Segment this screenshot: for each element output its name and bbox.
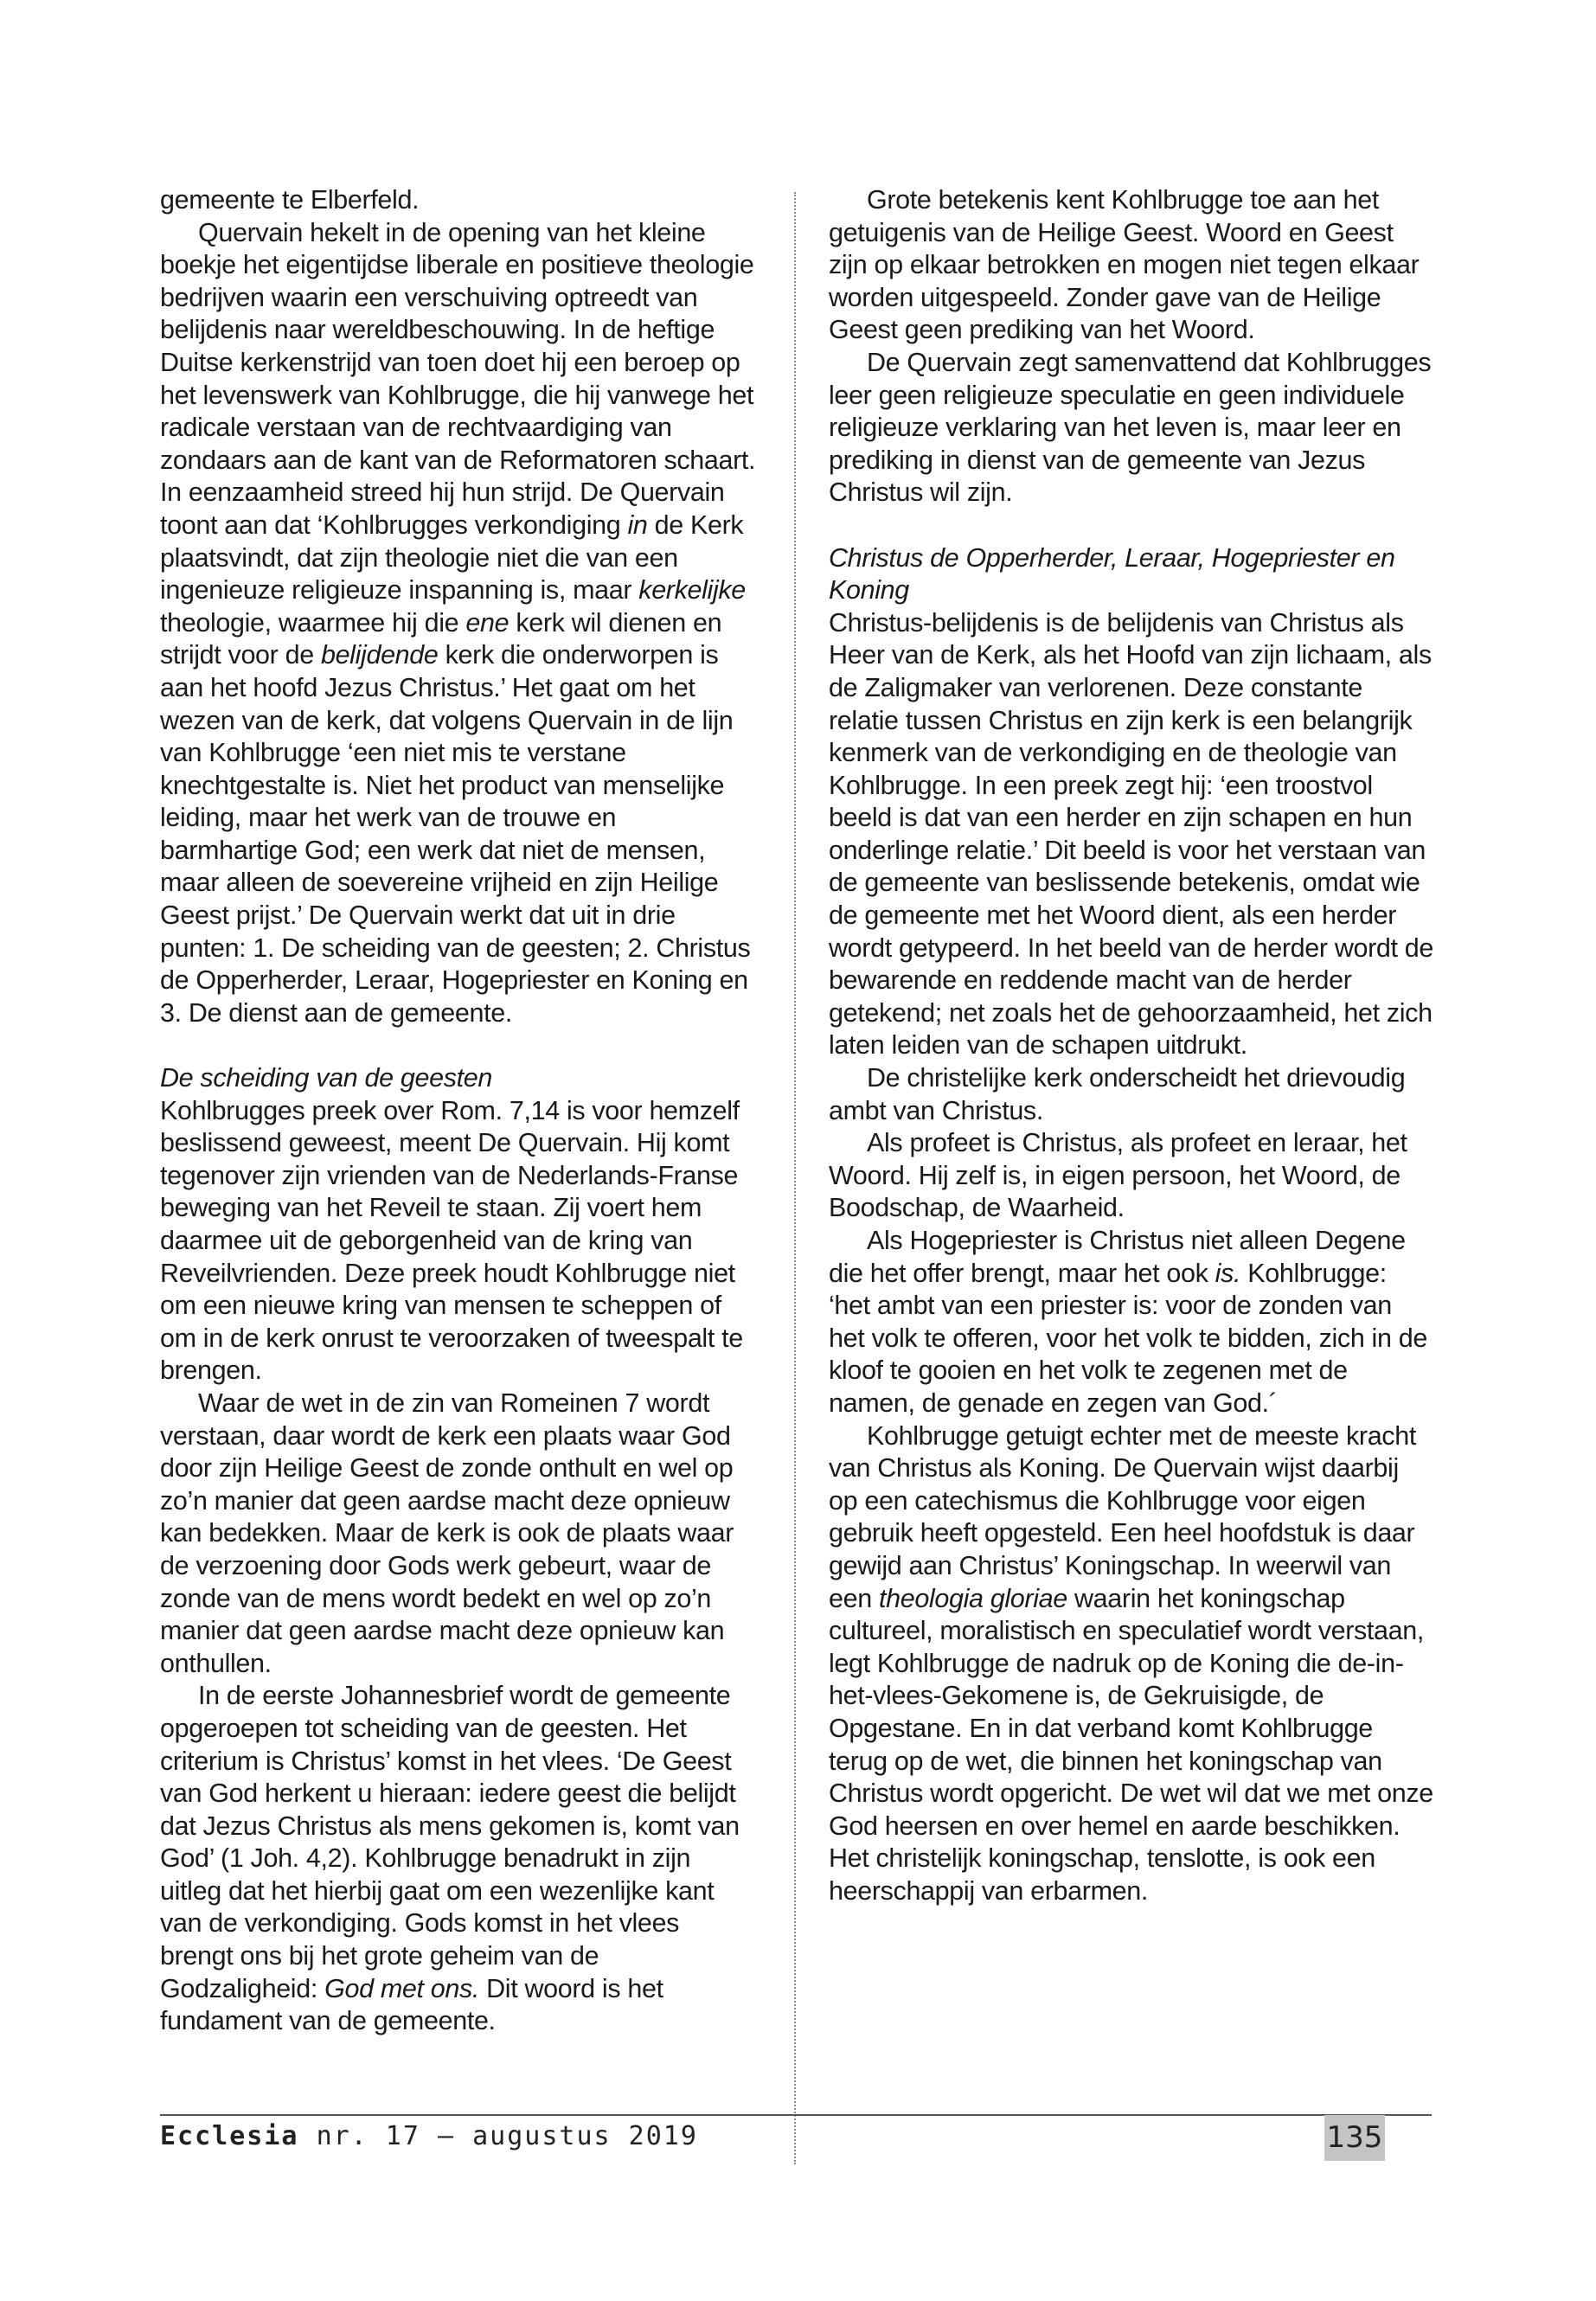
paragraph: In de eerste Johannesbrief wordt de gemeente opgeroepen tot scheiding van de geesten. Het criterium is Christus’ komst in het vlees. ‘De Geest van God herkent u hieraan: iedere geest die belijdt dat Jezus Christus als mens gekomen is, komt van God’ (1 Joh. 4,2). Kohlbrugge benadrukt in zijn uitleg dat het hierbij gaat om een wezenlijke kant van de verkondiging. Gods komst in het vlees brengt ons bij het grote geheim van de Godzaligheid: God met ons. Dit woord is het fundament van de gemeente.	[160, 1681, 740, 2036]
paragraph: De christelijke kerk onderscheidt het drievoudig ambt van Christus.	[829, 1063, 1406, 1125]
left-column	[160, 184, 757, 2038]
paragraph: Kohlbrugge getuigt echter met de meeste kracht van Christus als Koning. De Quervain wijst daarbij op een catechismus die Kohlbrugge voor eigen gebruik heeft opgesteld. Een heel hoofdstuk is daar gewijd aan Christus’ Koningschap. In weerwil van een theologia gloriae waarin het koningschap cultureel, moralistisch en speculatief wordt verstaan, legt Kohlbrugge de nadruk op de Koning die de-in-het-vlees-Gekomene is, de Gekruisigde, de Opgestane. En in dat verband komt Kohlbrugge terug op de wet, die binnen het koningschap van Christus wordt opgericht. De wet wil dat we met onze God heersen en over hemel en aarde beschikken. Het christelijk koningschap, tenslotte, is ook een heerschappij van erbarmen.	[829, 1420, 1433, 1906]
paragraph: Grote betekenis kent Kohlbrugge toe aan het getuigenis van de Heilige Geest. Woord en Geest zijn op elkaar betrokken en mogen niet tegen elkaar worden uitgespeeld. Zonder gave van de Heilige Geest geen prediking van het Woord.	[829, 185, 1420, 345]
page-number: 135	[1324, 2115, 1385, 2161]
paragraph: gemeente te Elberfeld.	[160, 185, 420, 215]
paragraph: Waar de wet in de zin van Romeinen 7 wordt verstaan, daar wordt de kerk een plaats waar God door zijn Heilige Geest de zonde onthult en wel op zo’n manier dat geen aardse macht deze opnieuw kan bedekken. Maar de kerk is ook de plaats waar de verzoening door Gods werk gebeurt, waar de zonde van de mens wordt bedekt en wel op zo’n manier dat geen aardse macht deze opnieuw kan onthullen.	[160, 1388, 734, 1678]
footer-rule	[160, 2114, 1432, 2116]
journal-name: Ecclesia	[160, 2121, 299, 2151]
section-heading: Christus de Opperherder, Leraar, Hogepriester en Koning	[829, 542, 1395, 606]
paragraph: Als Hogepriester is Christus niet alleen Degene die het offer brengt, maar het ook is. Kohlbrugge: ‘het ambt van een priester is: voor de zonden van het volk te offeren, voor het volk te bidden, zich in de kloof te gooien en het volk te zegenen met de namen, de genade en zegen van God.´	[829, 1226, 1427, 1418]
paragraph: Kohlbrugges preek over Rom. 7,14 is voor hemzelf beslissend geweest, meent De Quervain. Hij komt tegenover zijn vrienden van de Nederlands-Franse beweging van het Reveil te staan. Zij voert hem daarmee uit de geborgenheid van de kring van Reveilvrienden. Deze preek houdt Kohlbrugge niet om een nieuwe kring van mensen te scheppen of om in de kerk onrust te veroorzaken of tweespalt te brengen.	[160, 1095, 743, 1386]
right-column	[829, 184, 1434, 1907]
paragraph: Christus-belijdenis is de belijdenis van Christus als Heer van de Kerk, als het Hoofd van zijn lichaam, als de Zaligmaker van verlorenen. Deze constante relatie tussen Christus en zijn kerk is een belangrijk kenmerk van de verkondiging en de theologie van Kohlbrugge. In een preek zegt hij: ‘een troostvol beeld is dat van een herder en zijn schapen en hun onderlinge relatie.’ Dit beeld is voor het verstaan van de gemeente van beslissende betekenis, omdat wie de gemeente met het Woord dient, als een herder wordt getypeerd. In het beeld van de herder wordt de bewarende en reddende macht van de herder getekend; net zoals het de gehoorzaamheid, het zich laten leiden van de schapen uitdrukt.	[829, 607, 1434, 1061]
footer-journal	[160, 2121, 698, 2151]
paragraph: Als profeet is Christus, als profeet en leraar, het Woord. Hij zelf is, in eigen persoon, het Woord, de Boodschap, de Waarheid.	[829, 1128, 1407, 1223]
column-divider	[794, 192, 796, 2164]
section-heading: De scheiding van de geesten	[160, 1063, 492, 1093]
paragraph: Quervain hekelt in de opening van het kleine boekje het eigentijdse liberale en positieve theologie bedrijven waarin een verschuiving optreedt van belijdenis naar wereldbeschouwing. In de heftige Duitse kerkenstrijd van toen doet hij een beroep op het levenswerk van Kohlbrugge, die hij vanwege het radicale verstaan van de rechtvaardiging van zondaars aan de kant van de Reformatoren schaart. In eenzaamheid streed hij hun strijd. De Quervain toont aan dat ‘Kohlbrugges verkondiging in de Kerk plaatsvindt, dat zijn theologie niet die van een ingenieuze religieuze inspanning is, maar kerkelijke theologie, waarmee hij die ene kerk wil dienen en strijdt voor de belijdende kerk die onderworpen is aan het hoofd Jezus Christus.’ Het gaat om het wezen van de kerk, dat volgens Quervain in de lijn van Kohlbrugge ‘een niet mis te verstane knechtgestalte is. Niet het product van menselijke leiding, maar het werk van de trouwe en barmhartige God; een werk dat niet de mensen, maar alleen de soevereine vrijheid en zijn Heilige Geest prijst.’ De Quervain werkt dat uit in drie punten: 1. De scheiding van de geesten; 2. Christus de Opperherder, Leraar, Hogepriester en Koning en 3. De dienst aan de gemeente.	[160, 217, 756, 1028]
issue-info: nr. 17 — augustus 2019	[316, 2121, 698, 2151]
paragraph: De Quervain zegt samenvattend dat Kohlbrugges leer geen religieuze speculatie en geen individuele religieuze verklaring van het leven is, maar leer en prediking in dienst van de gemeente van Jezus Christus wil zijn.	[829, 347, 1432, 508]
